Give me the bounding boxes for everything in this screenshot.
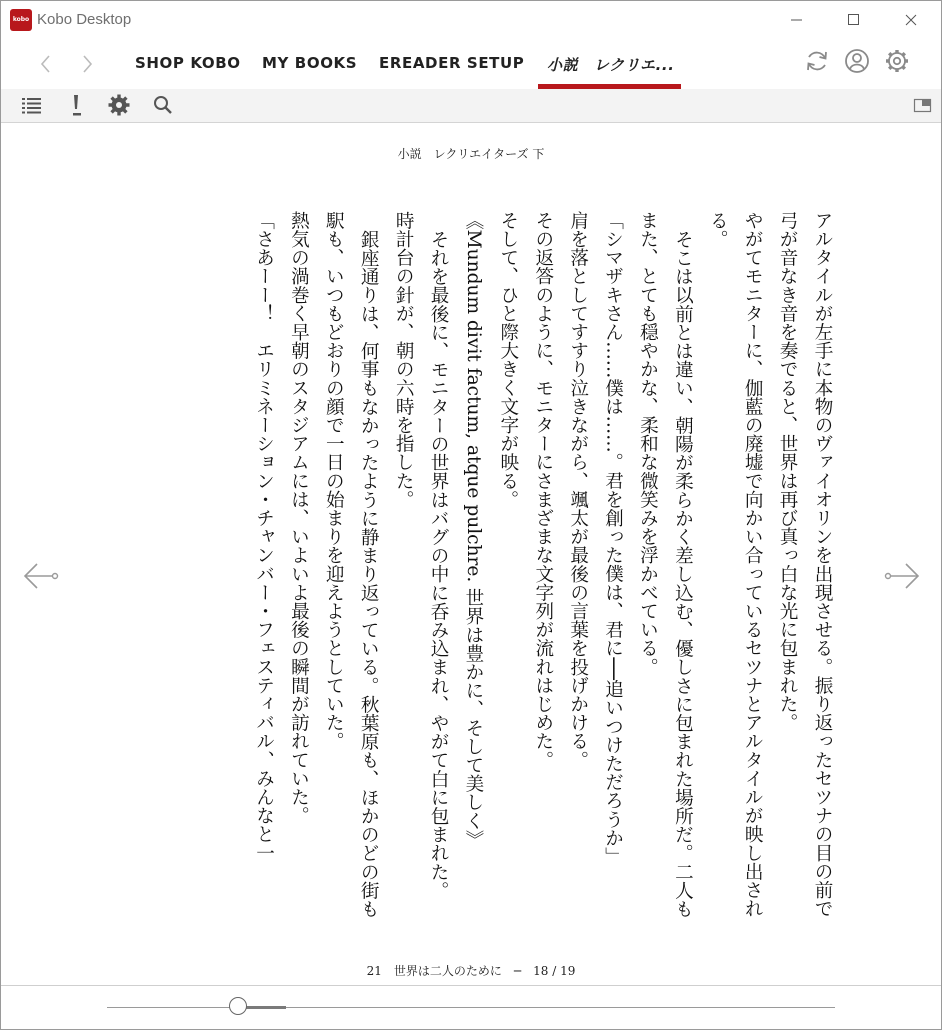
reading-settings-button[interactable] <box>107 93 131 117</box>
account-icon <box>844 48 870 74</box>
paragraph: 時計台の針が、朝の六時を指した。 <box>393 211 415 509</box>
page-layout-icon <box>911 93 935 117</box>
progress-slider-thumb[interactable] <box>229 997 247 1015</box>
tab-current-book[interactable]: 小説 レクリエ... <box>547 56 675 74</box>
tab-ereader-setup[interactable]: EREADER SETUP <box>379 54 525 72</box>
forward-arrow-icon <box>75 51 99 77</box>
kobo-logo: kobo <box>10 9 32 31</box>
tab-my-books[interactable]: MY BOOKS <box>262 54 358 72</box>
highlighter-icon <box>64 93 88 117</box>
paragraph: 「シマザキさん……僕は……。君を創った僕は、君に──追いつけただろうか」 <box>602 211 624 866</box>
paragraph: 熱気の渦巻く早朝のスタジアムには、いよいよ最後の瞬間が訪れていた。 <box>288 211 310 825</box>
annotations-button[interactable] <box>64 93 88 117</box>
paragraph: そして、ひと際大きく文字が映る。 <box>497 211 519 509</box>
table-of-contents-button[interactable] <box>20 93 44 117</box>
window-title: Kobo Desktop <box>37 11 132 28</box>
reading-page[interactable] <box>1 123 941 985</box>
paragraph: やがてモニターに、伽藍の廃墟で向かい合っているセツナとアルタイルが映し出される。 <box>707 211 764 918</box>
back-button[interactable] <box>34 51 58 77</box>
close-button[interactable] <box>887 5 933 35</box>
close-icon <box>887 5 933 35</box>
previous-page-button[interactable] <box>21 558 61 594</box>
paragraph: 肩を落としてすすり泣きながら、颯太が最後の言葉を投げかける。 <box>567 211 589 769</box>
search-icon <box>151 93 175 117</box>
reader-toolbar <box>1 89 941 123</box>
reading-settings-gear-icon <box>107 93 131 117</box>
gear-icon <box>884 48 910 74</box>
table-of-contents-icon <box>20 93 44 117</box>
paragraph: そこは以前とは違い、朝陽が柔らかく差し込む、優しさに包まれた場所だ。二人もまた、とても穏やかな、柔和な微笑みを浮かべている。 <box>637 211 694 918</box>
progress-slider-track[interactable] <box>107 1007 835 1008</box>
minimize-button[interactable] <box>780 5 826 35</box>
paragraph: その返答のように、モニターにさまざまな文字列が流れはじめた。 <box>532 211 554 769</box>
minimize-icon <box>780 5 826 35</box>
next-page-arrow-icon <box>882 558 922 594</box>
running-header: 小説 レクリエイターズ 下 <box>397 147 545 161</box>
search-button[interactable] <box>151 93 175 117</box>
chapter-page-footer: 21 世界は二人のために ─ 18 / 19 <box>366 964 576 978</box>
paragraph: それを最後に、モニターの世界はバグの中に呑み込まれ、やがて白に包まれた。 <box>428 229 450 900</box>
next-page-button[interactable] <box>882 558 922 594</box>
maximize-button[interactable] <box>827 5 873 35</box>
page-layout-button[interactable] <box>911 93 935 117</box>
account-button[interactable] <box>844 48 870 74</box>
title-bar <box>1 1 941 39</box>
paragraph: 銀座通りは、何事もなかったように静まり返っている。秋葉原も、ほかのどの街も駅も、いつもどおりの顔で一日の始まりを迎えようとしていた。 <box>323 211 380 918</box>
book-text-body[interactable] <box>121 211 839 923</box>
sync-icon <box>804 48 830 74</box>
back-arrow-icon <box>34 51 58 77</box>
forward-button[interactable] <box>75 51 99 77</box>
paragraph: 「さあーー！ エリミネーション・チャンバー・フェスティバル、みんなと一 <box>253 211 275 862</box>
settings-button[interactable] <box>884 48 910 74</box>
main-nav-bar <box>1 39 941 89</box>
paragraph: アルタイルが左手に本物のヴァイオリンを出現させる。振り返ったセツナの目の前で弓が音なき音を奏でると、世界は再び真っ白な光に包まれた。 <box>777 211 833 918</box>
previous-page-arrow-icon <box>21 558 61 594</box>
reading-progress-bar <box>1 985 941 1030</box>
sync-button[interactable] <box>804 48 830 74</box>
tab-shop-kobo[interactable]: SHOP KOBO <box>135 54 241 72</box>
paragraph: 《Mundum divit factum, atque pulchre. 世界は豊かに、そして美しく》 <box>462 211 484 849</box>
maximize-icon <box>827 5 873 35</box>
